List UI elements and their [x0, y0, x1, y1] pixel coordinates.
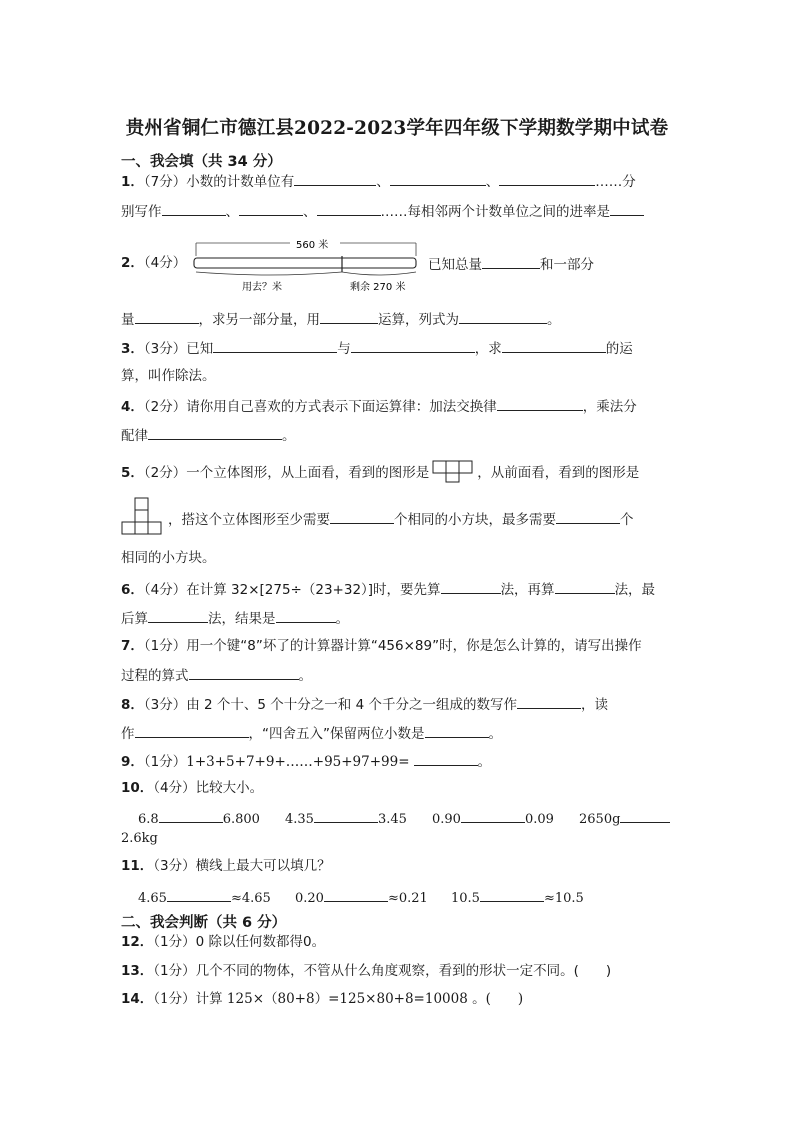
answer-blank[interactable]: [480, 887, 544, 902]
answer-blank[interactable]: [461, 808, 525, 823]
answer-blank[interactable]: [499, 171, 595, 186]
answer-blank[interactable]: [459, 309, 547, 324]
answer-blank[interactable]: [556, 509, 620, 524]
diagram-total-label: 560 米: [296, 240, 329, 251]
answer-blank[interactable]: [497, 396, 583, 411]
section-heading-judge: 二、我会判断（共 6 分）: [121, 915, 287, 931]
estimate-item-3: 10.5 ≈10.5: [451, 887, 584, 906]
compare-item-1: 6.8 6.800: [138, 808, 260, 827]
answer-blank[interactable]: [276, 608, 336, 623]
question-8-line-2: 作 ，“四舍五入”保留两位小数是 。: [121, 723, 502, 743]
page-title: 贵州省铜仁市德江县2022-2023学年四年级下学期数学期中试卷: [125, 118, 669, 139]
question-2-line-2: 量 ，求另一部分量，用 运算，列式为 。: [121, 309, 561, 329]
question-1-line-1: 1．（7分）小数的计数单位有 、 、 ……分: [121, 171, 636, 191]
question-10: 10．（4分）比较大小。: [121, 780, 264, 796]
question-5-line-2: ，搭这个立体图形至少需要 个相同的小方块，最多需要 个: [168, 509, 634, 529]
answer-blank[interactable]: [148, 608, 208, 623]
question-11: 11．（3分）横线上最大可以填几？: [121, 858, 331, 874]
answer-blank[interactable]: [425, 723, 489, 738]
answer-blank[interactable]: [189, 665, 299, 680]
answer-blank[interactable]: [320, 309, 378, 324]
question-5-line-1: 5．（2分）一个立体图形，从上面看，看到的图形是 ，从前面看，看到的图形是: [121, 459, 639, 483]
diagram-remaining-label: 剩余 270 米: [350, 282, 406, 293]
answer-blank[interactable]: [517, 694, 581, 709]
question-4-line-1: 4．（2分）请你用自己喜欢的方式表示下面运算律：加法交换律 ，乘法分: [121, 396, 637, 416]
estimate-item-1: 4.65 ≈4.65: [138, 887, 271, 906]
answer-blank[interactable]: [167, 887, 231, 902]
answer-blank[interactable]: [135, 309, 199, 324]
question-7-line-2: 过程的算式 。: [121, 665, 312, 685]
answer-blank[interactable]: [314, 808, 378, 823]
question-7-line-1: 7．（1分）用一个键“8”坏了的计算器计算“456×89”时，你是怎么计算的，请写出操作: [121, 638, 642, 654]
answer-blank[interactable]: [351, 338, 475, 353]
question-12: 12．（1分）0 除以任何数都得0。: [121, 934, 326, 950]
segment-diagram: [190, 232, 424, 296]
answer-blank[interactable]: [610, 201, 644, 216]
answer-blank[interactable]: [162, 201, 226, 216]
answer-blank[interactable]: [555, 579, 615, 594]
answer-blank[interactable]: [502, 338, 606, 353]
answer-blank[interactable]: [330, 509, 394, 524]
total-bar: [194, 258, 416, 268]
answer-blank[interactable]: [441, 579, 501, 594]
question-6-line-2: 后算 法，结果是 。: [121, 608, 349, 628]
question-2-line-1: 已知总量 和一部分: [428, 254, 594, 274]
answer-blank[interactable]: [294, 171, 376, 186]
answer-blank[interactable]: [414, 751, 478, 766]
answer-blank[interactable]: [620, 808, 670, 823]
answer-blank[interactable]: [324, 887, 388, 902]
answer-blank[interactable]: [482, 254, 540, 269]
question-3-line-2: 算，叫作除法。: [121, 368, 216, 384]
answer-blank[interactable]: [135, 723, 249, 738]
question-1-line-2: 别写作 、 、 ……每相邻两个计数单位之间的进率是: [121, 201, 644, 221]
question-3-line-1: 3．（3分）已知 与 ，求 的运: [121, 338, 633, 358]
question-9: 9．（1分）1+3+5+7+9+……+95+97+99= 。: [121, 751, 491, 771]
estimate-item-2: 0.20 ≈0.21: [295, 887, 428, 906]
answer-blank[interactable]: [213, 338, 337, 353]
answer-blank[interactable]: [390, 171, 486, 186]
question-2-label: 2．（4分）: [121, 255, 187, 271]
question-4-line-2: 配律 。: [121, 425, 296, 445]
question-14: 14．（1分）计算 125×（80+8）=125×80+8=10008 。( ): [121, 991, 524, 1007]
answer-blank[interactable]: [159, 808, 223, 823]
answer-blank[interactable]: [317, 201, 381, 216]
compare-item-2: 4.35 3.45: [285, 808, 407, 827]
question-8-line-1: 8．（3分）由 2 个十、5 个十分之一和 4 个千分之一组成的数写作 ，读: [121, 694, 608, 714]
section-heading-fill: 一、我会填（共 34 分）: [121, 154, 282, 170]
compare-item-4: 2650g: [579, 808, 670, 827]
diagram-used-label: 用去？米: [242, 282, 282, 293]
answer-blank[interactable]: [239, 201, 303, 216]
front-view-figure: [121, 497, 163, 535]
top-view-figure: [432, 459, 474, 483]
compare-item-4-unit: 2.6kg: [121, 831, 158, 846]
question-13: 13．（1分）几个不同的物体，不管从什么角度观察，看到的形状一定不同。( ): [121, 963, 612, 979]
compare-item-3: 0.90 0.09: [432, 808, 554, 827]
answer-blank[interactable]: [148, 425, 282, 440]
question-6-line-1: 6．（4分）在计算 32×[275÷（23+32）]时，要先算 法，再算 法，最: [121, 579, 655, 599]
question-5-line-3: 相同的小方块。: [121, 550, 216, 566]
